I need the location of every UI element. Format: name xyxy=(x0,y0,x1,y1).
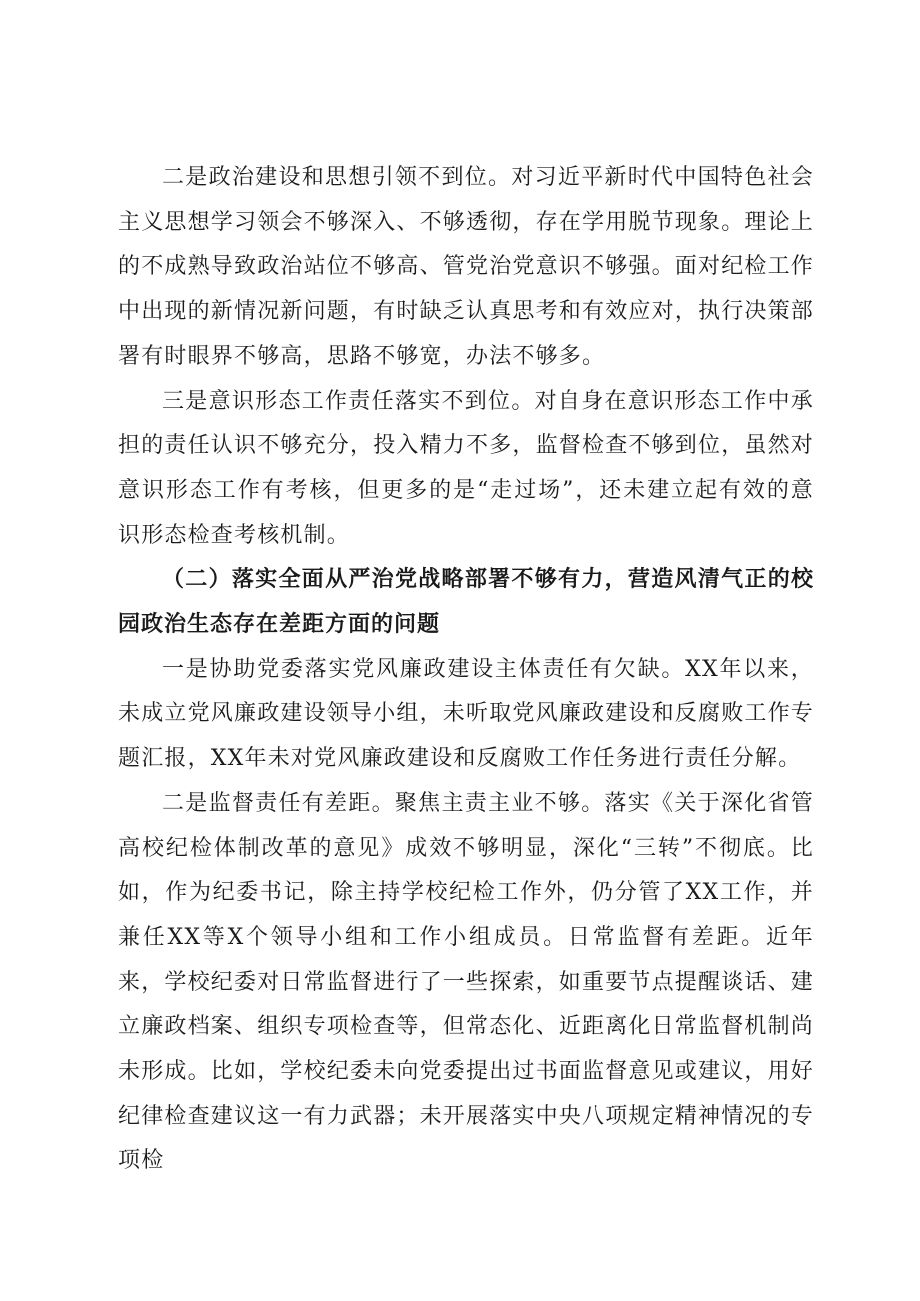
document-body xyxy=(118,156,814,1184)
section-heading: （二）落实全面从严治党战略部署不够有力，营造风清气正的校园政治生态存在差距方面的问题 xyxy=(118,567,814,638)
paragraph-party-conduct: 一是协助党委落实党风廉政建设主体责任有欠缺。XX年以来，未成立党风廉政建设领导小组，未听取党风廉政建设和反腐败工作专题汇报，XX年未对党风廉政建设和反腐败工作任务进行责任分解。 xyxy=(118,656,815,772)
paragraph-supervision: 二是监督责任有差距。聚焦主责主业不够。落实《关于深化省管高校纪检体制改革的意见》成效不够明显，深化“三转”不彻底。比如，作为纪委书记，除主持学校纪检工作外，仍分管了XX工作，并兼任XX等X个领导小组和工作小组成员。日常监督有差距。近年来，学校纪委对日常监督进行了一些探索，如重要节点提醒谈话、建立廉政档案、组织专项检查等，但常态化、近距离化日常监督机制尚未形成。比如，学校纪委未向党委提出过书面监督意见或建议，用好纪律检查建议这一有力武器；未开展落实中央八项规定精神情况的专项检 xyxy=(118,790,815,1174)
paragraph-ideology-work: 三是意识形态工作责任落实不到位。对自身在意识形态工作中承担的责任认识不够充分，投入精力不多，监督检查不够到位，虽然对意识形态工作有考核，但更多的是“走过场”，还未建立起有效的意识形态检查考核机制。 xyxy=(118,388,815,548)
paragraph-political-building: 二是政治建设和思想引领不到位。对习近平新时代中国特色社会主义思想学习领会不够深入、不够透彻，存在学用脱节现象。理论上的不成熟导致政治站位不够高、管党治党意识不够强。面对纪检工作中出现的新情况新问题，有时缺乏认真思考和有效应对，执行决策部署有时眼界不够高，思路不够宽，办法不够多。 xyxy=(118,165,815,369)
